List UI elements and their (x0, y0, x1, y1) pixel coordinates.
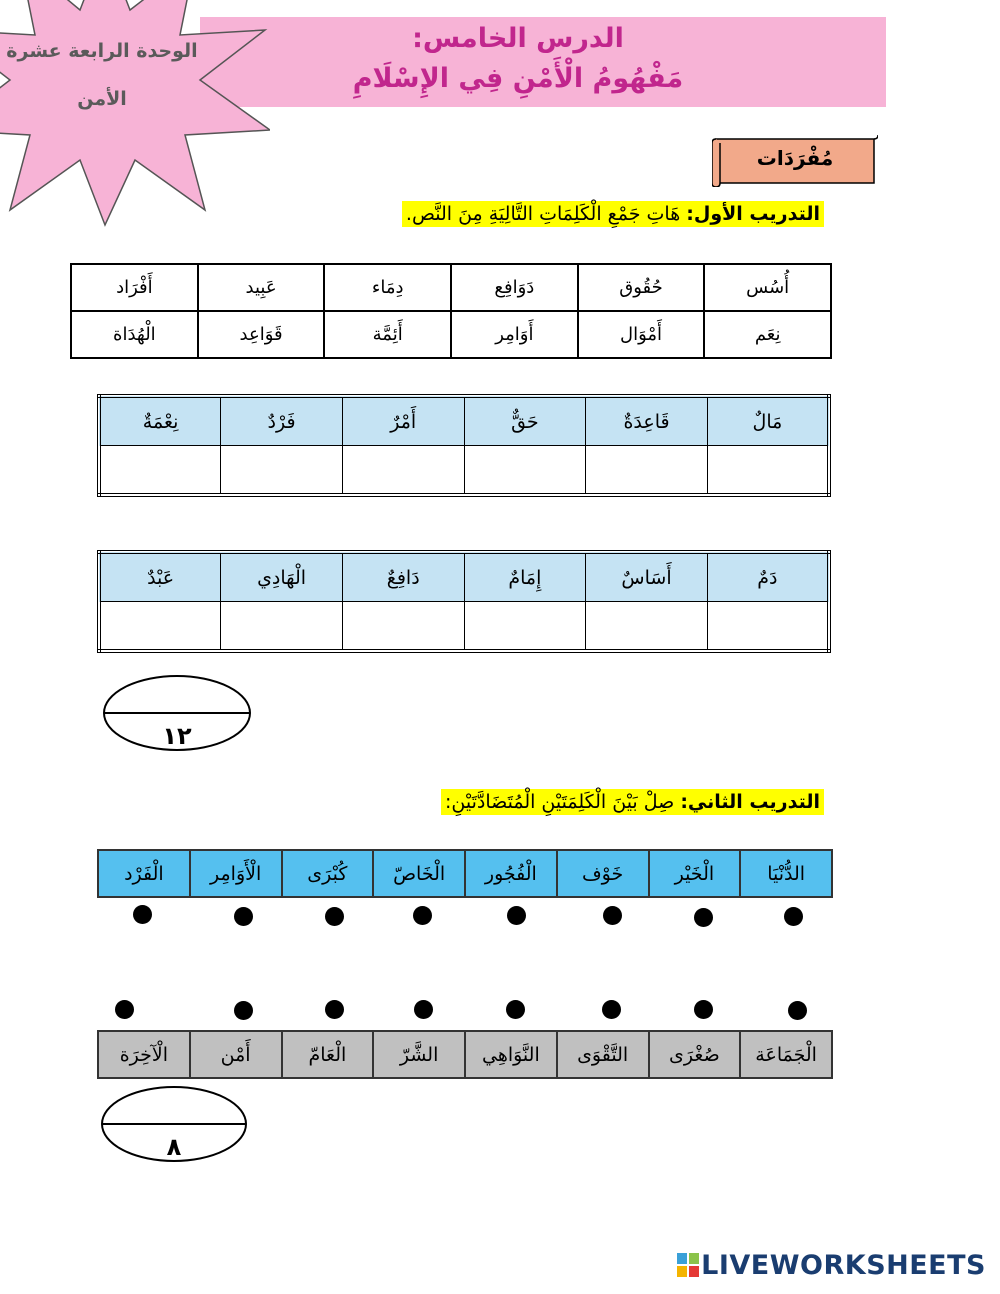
match-dot-top[interactable] (413, 906, 432, 925)
score-2: ٨ (166, 1133, 182, 1161)
answer-row (99, 446, 829, 496)
match-dot-top[interactable] (234, 907, 253, 926)
answer-cell[interactable] (221, 602, 343, 652)
word-bank-cell: عَبِيد (198, 264, 325, 311)
match-word-top: الْفَرْد (98, 850, 190, 897)
match-word-bottom: الْآخِرَة (98, 1031, 190, 1078)
match-dot-top[interactable] (133, 905, 152, 924)
word-bank-cell: أَفْرَاد (71, 264, 198, 311)
match-dot-bottom[interactable] (694, 1000, 713, 1019)
singular-word: نِعْمَةٌ (99, 396, 221, 446)
singular-word: دَمٌ (707, 552, 829, 602)
match-word-top: الْأَوَامِر (190, 850, 282, 897)
unit-label: الوحدة الرابعة عشرة (6, 40, 198, 62)
word-bank-cell: حُقُوق (578, 264, 705, 311)
singular-word: مَالٌ (707, 396, 829, 446)
answer-cell[interactable] (221, 446, 343, 496)
match-dot-bottom[interactable] (414, 1000, 433, 1019)
singular-word: قَاعِدَةٌ (586, 396, 708, 446)
match-dot-bottom[interactable] (325, 1000, 344, 1019)
liveworksheets-logo (677, 1250, 986, 1281)
plural-table-2 (97, 550, 831, 653)
word-bank-cell: قَوَاعِد (198, 311, 325, 358)
section-label: مُفْرَدَات (756, 146, 834, 170)
answer-cell[interactable] (99, 602, 221, 652)
match-word-bottom: الْجَمَاعَة (740, 1031, 832, 1078)
match-word-top: الدُّنْيَا (740, 850, 832, 897)
score-oval-1 (102, 674, 252, 752)
title-banner (200, 17, 886, 107)
singular-row (99, 552, 829, 602)
match-dot-bottom[interactable] (115, 1000, 134, 1019)
answer-cell[interactable] (586, 446, 708, 496)
logo-icon (677, 1253, 699, 1277)
match-word-bottom: أَمْن (190, 1031, 282, 1078)
lesson-label: الدرس الخامس: (412, 23, 624, 54)
match-top-row (97, 849, 833, 898)
score-1: ١٢ (162, 722, 192, 750)
score-oval-2 (100, 1085, 248, 1163)
word-bank-cell: نِعَم (704, 311, 831, 358)
exercise2-instruction (441, 789, 824, 815)
lesson-title: مَفْهُومُ الْأَمْنِ فِي الإِسْلَامِ (352, 63, 684, 94)
singular-word: دَافِعٌ (342, 552, 464, 602)
word-bank-cell: أُسُس (704, 264, 831, 311)
word-bank-cell: دَوَافِع (451, 264, 578, 311)
match-word-bottom: الْعَامّ (282, 1031, 374, 1078)
singular-word: أَمْرٌ (342, 396, 464, 446)
word-bank-cell: أَمْوَال (578, 311, 705, 358)
match-dot-top[interactable] (784, 907, 803, 926)
match-dot-top[interactable] (325, 907, 344, 926)
match-word-top: الْخَاصّ (373, 850, 465, 897)
exercise1-text: هَاتِ جَمْعِ الْكَلِمَاتِ التَّالِيَةِ مِنَ النَّص. (405, 203, 681, 225)
answer-cell[interactable] (464, 602, 586, 652)
match-word-bottom: التَّقْوَى (557, 1031, 649, 1078)
word-bank-cell: أَئِمَّة (324, 311, 451, 358)
match-dot-top[interactable] (507, 906, 526, 925)
unit-title: الأمن (77, 88, 127, 110)
match-word-top: كُبْرَى (282, 850, 374, 897)
singular-word: إِمَامٌ (464, 552, 586, 602)
match-dot-top[interactable] (603, 906, 622, 925)
answer-cell[interactable] (342, 446, 464, 496)
match-dot-bottom[interactable] (602, 1000, 621, 1019)
singular-word: عَبْدٌ (99, 552, 221, 602)
word-bank-cell: أَوَامِر (451, 311, 578, 358)
singular-word: حَقٌّ (464, 396, 586, 446)
word-bank-cell: الْهُدَاة (71, 311, 198, 358)
match-dot-bottom[interactable] (506, 1000, 525, 1019)
answer-cell[interactable] (99, 446, 221, 496)
word-bank-cell: دِمَاء (324, 264, 451, 311)
singular-word: أَسَاسٌ (586, 552, 708, 602)
answer-cell[interactable] (342, 602, 464, 652)
match-bottom-row (97, 1030, 833, 1079)
match-word-top: خَوْف (557, 850, 649, 897)
singular-row (99, 396, 829, 446)
singular-word: فَرْدٌ (221, 396, 343, 446)
answer-row (99, 602, 829, 652)
answer-cell[interactable] (464, 446, 586, 496)
answer-cell[interactable] (586, 602, 708, 652)
match-word-top: الْخَيْر (649, 850, 741, 897)
unit-star-badge (0, 0, 270, 230)
singular-word: الْهَادِي (221, 552, 343, 602)
plural-table-1 (97, 394, 831, 497)
match-word-bottom: الشَّرّ (373, 1031, 465, 1078)
logo-text: LIVEWORKSHEETS (701, 1250, 986, 1281)
match-dot-bottom[interactable] (788, 1001, 807, 1020)
match-dot-top[interactable] (694, 908, 713, 927)
match-word-top: الْفُجُور (465, 850, 557, 897)
exercise2-label: التدريب الثاني: (680, 791, 820, 813)
exercise1-instruction (402, 201, 824, 227)
exercise1-label: التدريب الأول: (686, 203, 820, 225)
word-bank-row (71, 264, 831, 311)
exercise2-text: صِلْ بَيْنَ الْكَلِمَتَيْنِ الْمُتَضَادَّتَيْنِ: (444, 791, 675, 813)
match-word-bottom: النَّوَاهِي (465, 1031, 557, 1078)
answer-cell[interactable] (707, 602, 829, 652)
match-dot-bottom[interactable] (234, 1001, 253, 1020)
match-word-bottom: صُغْرَى (649, 1031, 741, 1078)
word-bank-row (71, 311, 831, 358)
answer-cell[interactable] (707, 446, 829, 496)
word-bank-table (70, 263, 832, 359)
